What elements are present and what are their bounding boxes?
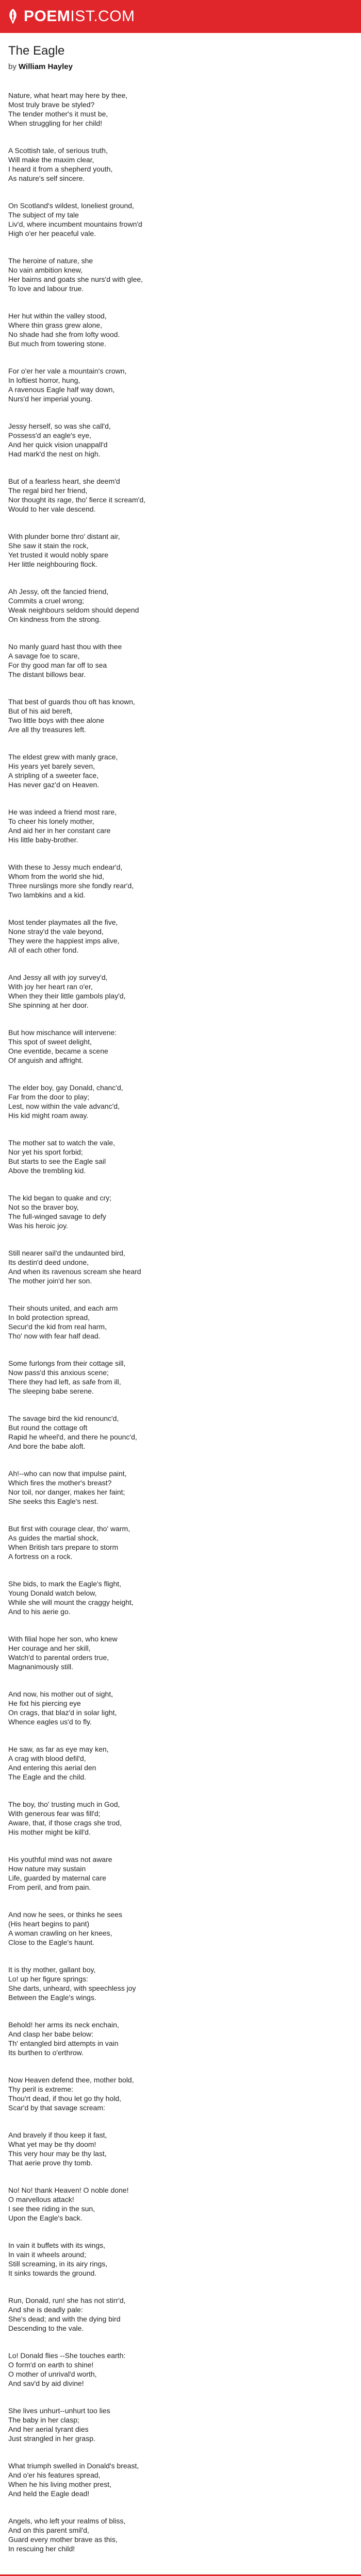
- poem-line: As nature's self sincere.: [8, 174, 85, 182]
- poem-line: The regal bird her friend,: [8, 486, 88, 495]
- poem-line: And o'er his features spread,: [8, 2471, 101, 2479]
- poem-line: What yet may be thy doom!: [8, 2140, 96, 2148]
- poem-line: Angels, who left your realms of bliss,: [8, 2517, 126, 2525]
- poem-line: Its burthen to o'erthrow.: [8, 2048, 84, 2057]
- stanza: [8, 2351, 353, 2388]
- poem-line: Aware, that, if those crags she trod,: [8, 1819, 122, 1827]
- poem-line: In vain it wheels around;: [8, 2250, 86, 2259]
- poem-line: Has never gaz'd on Heaven.: [8, 781, 100, 789]
- poem-line: No shade had she from lofty wood.: [8, 330, 120, 338]
- poem-line: He fixt his piercing eye: [8, 1699, 81, 1707]
- poem-line: And aid her in her constant care: [8, 826, 111, 835]
- poem-line: She bids, to mark the Eagle's flight,: [8, 1580, 122, 1588]
- poem-line: Thy peril is extreme:: [8, 2085, 74, 2093]
- poem-line: Weak neighbours seldom should depend: [8, 606, 139, 614]
- stanza: [8, 973, 353, 1010]
- poem-line: Lest, now within the vale advanc'd,: [8, 1102, 120, 1110]
- poem-line: His youthful mind was not aware: [8, 1855, 112, 1863]
- poem-line: To cheer his lonely mother,: [8, 817, 94, 825]
- poem-line: High o'er her peaceful vale.: [8, 229, 96, 238]
- poem-line: Yet trusted it would nobly spare: [8, 551, 109, 559]
- poem-line: Secur'd the kid from real harm,: [8, 1323, 107, 1331]
- poem-line: When struggling for her child!: [8, 119, 103, 127]
- poem-line: Their shouts united, and each arm: [8, 1304, 118, 1312]
- poem-line: And now he sees, or thinks he sees: [8, 1910, 123, 1919]
- poem-line: A ravenous Eagle half way down,: [8, 385, 115, 394]
- poem-line: The heroine of nature, she: [8, 257, 93, 265]
- poem-line: (His heart begins to pant): [8, 1920, 90, 1928]
- stanza: [8, 2241, 353, 2278]
- poem-line: But starts to see the Eagle sail: [8, 1157, 106, 1165]
- poem-line: Now Heaven defend thee, mother bold,: [8, 2076, 134, 2084]
- poem-line: Liv'd, where incumbent mountains frown'd: [8, 220, 142, 228]
- poem-line: His years yet barely seven,: [8, 762, 95, 770]
- poem-line: Now pass'd this anxious scene;: [8, 1368, 109, 1377]
- poem-line: The boy, tho' trusting much in God,: [8, 1800, 120, 1808]
- poem-line: No! No! thank Heaven! O noble done!: [8, 2186, 129, 2194]
- poem-line: That best of guards thou oft has known,: [8, 698, 135, 706]
- poem-line: Its destin'd deed undone,: [8, 1258, 89, 1266]
- stanza: [8, 421, 353, 459]
- poem-line: Ah Jessy, oft the fancied friend,: [8, 587, 109, 596]
- poem-line: A crag with blood defil'd,: [8, 1754, 86, 1762]
- poem-line: Tho' now with fear half dead.: [8, 1332, 101, 1340]
- stanza: [8, 201, 353, 238]
- poem-line: Commits a cruel wrong;: [8, 597, 85, 605]
- poem-line: She lives unhurt--unhurt too lies: [8, 2406, 110, 2415]
- poem-line: Three nurslings more she fondly rear'd,: [8, 882, 134, 890]
- poem-line: And bore the babe aloft.: [8, 1442, 86, 1450]
- poem-line: And now, his mother out of sight,: [8, 1690, 113, 1698]
- poem-line: Life, guarded by maternal care: [8, 1874, 106, 1882]
- poem-line: He was indeed a friend most rare,: [8, 808, 117, 816]
- poem-line: And on this parent smil'd,: [8, 2526, 89, 2534]
- stanza: [8, 311, 353, 348]
- poem-line: But how mischance will intervene:: [8, 1028, 117, 1037]
- poem-line: This very hour may be thy last,: [8, 2149, 107, 2158]
- site-logo-text: [24, 8, 135, 25]
- poem-line: Jessy herself, so was she call'd,: [8, 422, 111, 430]
- poem-line: The distant billows bear.: [8, 670, 86, 679]
- poem-line: The subject of my tale: [8, 211, 79, 219]
- poem-line: In rescuing her child!: [8, 2545, 75, 2553]
- poem-line: The tender mother's it must be,: [8, 110, 108, 118]
- brand-name-light: IST.COM: [70, 8, 135, 25]
- poem-line: His little baby-brother.: [8, 836, 78, 844]
- poem-line: The full-winged savage to defy: [8, 1212, 106, 1221]
- quill-icon: [7, 8, 19, 25]
- poem-line: She spinning at her door.: [8, 1001, 89, 1009]
- stanza: [8, 477, 353, 514]
- poem-line: It sinks towards the ground.: [8, 2269, 97, 2277]
- poem-line: They were the happiest imps alive,: [8, 937, 120, 945]
- poem-line: What triumph swelled in Donald's breast,: [8, 2462, 139, 2470]
- poem-line: O mother of unrival'd worth,: [8, 2370, 97, 2378]
- poem-line: In bold protection spread,: [8, 1313, 90, 1321]
- poem-line: Just strangled in her grasp.: [8, 2434, 95, 2443]
- poem-line: With filial hope her son, who knew: [8, 1635, 118, 1643]
- stanza: [8, 2516, 353, 2553]
- poem-line: Had mark'd the nest on high.: [8, 450, 101, 458]
- poem-line: And entering this aerial den: [8, 1764, 96, 1772]
- stanza: [8, 587, 353, 624]
- poem-line: Two lambkins and a kid.: [8, 891, 86, 899]
- poem-line: When British tars prepare to storm: [8, 1543, 119, 1551]
- poem-line: Lo! Donald flies --She touches earth:: [8, 2351, 126, 2360]
- poem-line: With generous fear was fill'd;: [8, 1809, 101, 1818]
- poem-line: How nature may sustain: [8, 1865, 86, 1873]
- stanza: [8, 1469, 353, 1506]
- poem-line: No manly guard hast thou with thee: [8, 642, 122, 651]
- stanza: [8, 1303, 353, 1341]
- poem-line: She saw it stain the rock,: [8, 541, 89, 550]
- stanza: [8, 91, 353, 128]
- poem-line: Rapid he wheel'd, and there he pounc'd,: [8, 1433, 137, 1441]
- poem-line: Descending to the vale.: [8, 2324, 84, 2332]
- stanza: [8, 1359, 353, 1396]
- poem-line: A stripling of a sweeter face,: [8, 771, 99, 779]
- poem-line: The baby in her clasp;: [8, 2416, 79, 2424]
- site-logo[interactable]: [7, 8, 135, 25]
- stanza: [8, 1524, 353, 1561]
- poem-line: O form'd on earth to shine!: [8, 2361, 94, 2369]
- stanza: [8, 918, 353, 955]
- poem-line: For o'er her vale a mountain's crown,: [8, 367, 127, 375]
- poem-line: Nature, what heart may here by thee,: [8, 91, 128, 99]
- poem-line: Her bairns and goats she nurs'd with glee,: [8, 275, 143, 283]
- poem-line: It is thy mother, gallant boy,: [8, 1965, 96, 1974]
- poem-line: On Scotland's wildest, loneliest ground,: [8, 201, 134, 210]
- poem-line: Which fires the mother's breast?: [8, 1479, 112, 1487]
- stanza: [8, 256, 353, 293]
- poem-line: When he his living mother prest,: [8, 2480, 111, 2488]
- author-link[interactable]: William Hayley: [19, 62, 73, 71]
- stanza: [8, 862, 353, 900]
- poem-line: His kid might roam away.: [8, 1111, 89, 1120]
- poem-line: A Scottish tale, of serious truth,: [8, 146, 108, 155]
- poem-line: On crags, that blaz'd in solar light,: [8, 1708, 117, 1717]
- stanza: [8, 752, 353, 789]
- poem-line: Are all thy treasures left.: [8, 725, 86, 734]
- poem-line: Still screaming, in its airy rings,: [8, 2260, 108, 2268]
- poem-line: The mother join'd her son.: [8, 1277, 92, 1285]
- poem-line: Watch'd to parental orders true,: [8, 1653, 109, 1662]
- poem-line: Young Donald watch below,: [8, 1589, 97, 1597]
- poem-line: No vain ambition knew,: [8, 266, 83, 274]
- poem-content: [0, 33, 361, 2553]
- poem-line: The kid began to quake and cry;: [8, 1194, 112, 1202]
- poem-line: While she will mount the craggy height,: [8, 1598, 134, 1606]
- poem-line: Still nearer sail'd the undaunted bird,: [8, 1249, 125, 1257]
- poem-line: For thy good man far off to sea: [8, 661, 107, 669]
- stanza: [8, 2130, 353, 2167]
- poem-line: And Jessy all with joy survey'd,: [8, 973, 108, 981]
- poem-line: Whom from the world she hid,: [8, 872, 104, 880]
- poem-line: And sav'd by aid divine!: [8, 2379, 84, 2387]
- poem-line: As guides the martial shock,: [8, 1534, 99, 1542]
- stanza: [8, 642, 353, 679]
- stanza: [8, 366, 353, 403]
- poem-line: None stray'd the vale beyond,: [8, 927, 104, 936]
- poem-line: When they their little gambols play'd,: [8, 992, 126, 1000]
- poem-line: Nor yet his sport forbid;: [8, 1148, 83, 1156]
- poem-body: [8, 91, 353, 2553]
- poem-line: Run, Donald, run! she has not stirr'd,: [8, 2296, 126, 2304]
- poem-line: Of anguish and affright.: [8, 1056, 84, 1064]
- poem-line: Behold! her arms its neck enchain,: [8, 2021, 119, 2029]
- poem-line: Ah!--who can now that impulse paint,: [8, 1469, 127, 1478]
- poem-line: In vain it buffets with its wings,: [8, 2241, 106, 2249]
- stanza: [8, 146, 353, 183]
- poem-line: Upon the Eagle's back.: [8, 2214, 83, 2222]
- stanza: [8, 1028, 353, 1065]
- poem-line: A fortress on a rock.: [8, 1552, 73, 1561]
- poem-line: The savage bird the kid renounc'd,: [8, 1414, 119, 1422]
- poem-line: Far from the door to play;: [8, 1093, 90, 1101]
- poem-line: He saw, as far as eye may ken,: [8, 1745, 109, 1753]
- site-header: [0, 0, 361, 33]
- poem-line: But round the cottage oft: [8, 1423, 88, 1432]
- poem-line: Lo! up her figure springs:: [8, 1975, 88, 1983]
- poem-line: Nor thought its rage, tho' fierce it scream'd,: [8, 496, 146, 504]
- poem-line: Magnanimously still.: [8, 1663, 74, 1671]
- byline-prefix: by: [8, 62, 19, 71]
- poem-line: And she is deadly pale:: [8, 2306, 83, 2314]
- poem-line: With plunder borne thro' distant air,: [8, 532, 120, 540]
- stanza: [8, 2020, 353, 2057]
- stanza: [8, 1800, 353, 1837]
- poem-line: The eldest grew with manly grace,: [8, 753, 118, 761]
- stanza: [8, 1965, 353, 2002]
- stanza: [8, 2075, 353, 2112]
- poem-line: Most tender playmates all the five,: [8, 918, 118, 926]
- poem-line: She's dead; and with the dying bird: [8, 2315, 121, 2323]
- brand-name-bold: POEM: [24, 8, 71, 25]
- poem-line: Between the Eagle's wings.: [8, 1993, 96, 2002]
- poem-line: Nor toil, nor danger, makes her faint;: [8, 1488, 125, 1496]
- stanza: [8, 2406, 353, 2443]
- poem-line: I see thee riding in the sun,: [8, 2205, 95, 2213]
- poem-line: All of each other fond.: [8, 946, 79, 954]
- poem-line: Will make the maxim clear,: [8, 156, 94, 164]
- stanza: [8, 2461, 353, 2498]
- poem-line: With joy her heart ran o'er,: [8, 982, 93, 991]
- stanza: [8, 1744, 353, 1782]
- poem-line: But of his aid bereft,: [8, 707, 73, 715]
- poem-line: And clasp her babe below:: [8, 2030, 93, 2038]
- stanza: [8, 2296, 353, 2333]
- poem-line: Her little neighbouring flock.: [8, 560, 97, 568]
- poem-line: I heard it from a shepherd youth,: [8, 165, 113, 173]
- poem-line: Some furlongs from their cottage sill,: [8, 1359, 126, 1367]
- stanza: [8, 1634, 353, 1671]
- poem-line: O marvellous attack!: [8, 2195, 74, 2204]
- poem-byline: [8, 62, 353, 72]
- poem-line: A woman crawling on her knees,: [8, 1929, 112, 1937]
- stanza: [8, 1248, 353, 1285]
- poem-line: Two little boys with thee alone: [8, 716, 104, 724]
- poem-line: Nurs'd her imperial young.: [8, 395, 92, 403]
- poem-line: Scar'd by that savage scream:: [8, 2104, 105, 2112]
- poem-line: Most truly brave be styled?: [8, 100, 95, 109]
- stanza: [8, 1414, 353, 1451]
- poem-line: Her courage and her skill,: [8, 1644, 91, 1652]
- poem-line: Was his heroic joy.: [8, 1222, 68, 1230]
- poem-line: Her hut within the valley stood,: [8, 312, 107, 320]
- poem-line: That aerie prove thy tomb.: [8, 2159, 93, 2167]
- poem-line: The Eagle and the child.: [8, 1773, 86, 1781]
- poem-line: With these to Jessy much endear'd,: [8, 863, 123, 871]
- poem-line: And bravely if thou keep it fast,: [8, 2131, 107, 2139]
- poem-line: She darts, unheard, with speechless joy: [8, 1984, 136, 1992]
- poem-line: Whence eagles us'd to fly.: [8, 1718, 92, 1726]
- stanza: [8, 1855, 353, 1892]
- poem-title: The Eagle: [8, 44, 65, 58]
- poem-line: In loftiest horror, hung,: [8, 376, 80, 384]
- poem-line: Close to the Eagle's haunt.: [8, 1938, 94, 1946]
- poem-line: Where thin grass grew alone,: [8, 321, 103, 329]
- stanza: [8, 1138, 353, 1175]
- poem-line: She seeks this Eagle's nest.: [8, 1497, 99, 1505]
- stanza: [8, 807, 353, 844]
- poem-line: Above the trembling kid.: [8, 1166, 86, 1175]
- stanza: [8, 532, 353, 569]
- poem-line: From peril, and from pain.: [8, 1883, 91, 1891]
- stanza: [8, 1083, 353, 1120]
- poem-line: A savage foe to scare,: [8, 652, 80, 660]
- poem-line: And held the Eagle dead!: [8, 2489, 90, 2498]
- poem-line: And to his aerie go.: [8, 1607, 71, 1616]
- poem-line: To love and labour true.: [8, 284, 84, 293]
- poem-line: On kindness from the strong.: [8, 615, 101, 623]
- poem-line: The sleeping babe serene.: [8, 1387, 94, 1395]
- poem-line: This spot of sweet delight,: [8, 1038, 92, 1046]
- stanza: [8, 1193, 353, 1230]
- stanza: [8, 1689, 353, 1726]
- poem-line: Not so the braver boy,: [8, 1203, 79, 1211]
- stanza: [8, 2185, 353, 2223]
- poem-line: Th' entangled bird attempts in vain: [8, 2039, 119, 2047]
- poem-line: But much from towering stone.: [8, 340, 106, 348]
- stanza: [8, 1579, 353, 1616]
- poem-line: Would to her vale descend.: [8, 505, 96, 513]
- poem-line: And her aerial tyrant dies: [8, 2425, 89, 2433]
- poem-line: Thou'rt dead, if thou let go thy hold,: [8, 2094, 122, 2103]
- poem-line: The mother sat to watch the vale,: [8, 1139, 115, 1147]
- poem-line: But of a fearless heart, she deem'd: [8, 477, 120, 485]
- poem-line: But first with courage clear, tho' warm,: [8, 1524, 130, 1533]
- poem-line: The elder boy, gay Donald, chanc'd,: [8, 1083, 123, 1092]
- poem-line: And her quick vision unappall'd: [8, 440, 108, 449]
- poem-line: There they had left, as safe from ill,: [8, 1378, 121, 1386]
- stanza: [8, 697, 353, 734]
- stanza: [8, 1910, 353, 1947]
- poem-line: Possess'd an eagle's eye,: [8, 431, 91, 439]
- poem-line: And when its ravenous scream she heard: [8, 1267, 141, 1276]
- poem-line: One eventide, became a scene: [8, 1047, 108, 1055]
- poem-line: His mother might be kill'd.: [8, 1828, 91, 1836]
- poem-line: Guard every mother brave as this,: [8, 2535, 118, 2544]
